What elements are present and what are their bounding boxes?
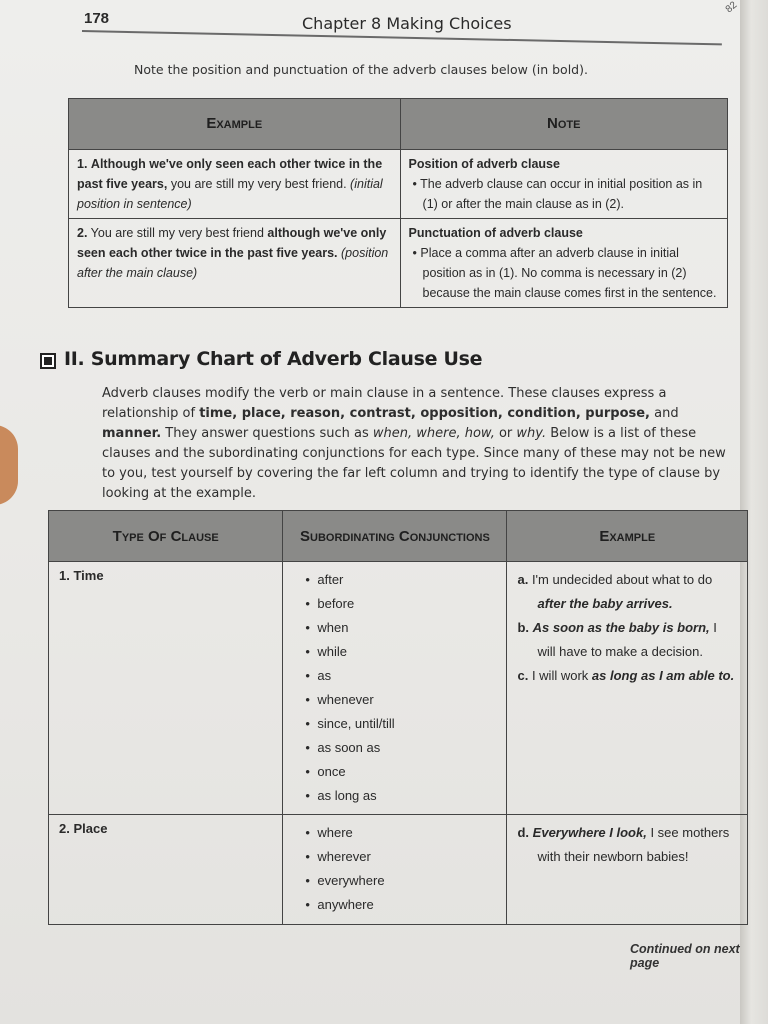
header-conjunctions: Subordinating Conjunctions xyxy=(283,511,507,562)
list-item: • whenever xyxy=(317,688,496,712)
adverb-clause: although we've only seen each other twice in the past five years. xyxy=(77,226,387,260)
example-text: I will work xyxy=(528,668,592,683)
table-row xyxy=(49,815,748,925)
paragraph-italic: when, where, how, xyxy=(372,426,495,441)
list-item: • once xyxy=(317,760,496,784)
conjunction-list xyxy=(293,568,496,808)
example-clause: as long as I am able to. xyxy=(591,668,735,683)
example-label: b. xyxy=(517,620,530,635)
note-body: • Place a comma after an adverb clause in initial position as in (1). No comma is necessary in (2) because the main clause comes first in the sentence. xyxy=(412,246,717,300)
header-example: Example xyxy=(507,511,748,562)
example-clause: Everywhere I look, xyxy=(532,825,647,840)
list-item: • before xyxy=(317,592,496,616)
list-item: • when xyxy=(317,616,496,640)
list-item: • anywhere xyxy=(317,893,496,917)
page-number: 178 xyxy=(84,10,110,27)
paragraph-bold: manner. xyxy=(102,426,162,441)
list-item: • while xyxy=(317,640,496,664)
paragraph-text: and xyxy=(650,406,679,421)
example-clause: As soon as the baby is born, xyxy=(532,620,710,635)
paragraph-text: Adverb clauses modify the verb or main clause in a sentence. These clauses express a relationship of xyxy=(102,386,667,421)
header-type: Type Of Clause xyxy=(49,511,283,562)
main-clause: you are still my very best friend. xyxy=(167,177,351,191)
table-row xyxy=(69,150,728,219)
section-paragraph xyxy=(102,384,734,504)
note-cell xyxy=(400,150,727,219)
list-item: • after xyxy=(317,568,496,592)
example-label: d. xyxy=(517,825,530,840)
example-comment: (initial position in sentence) xyxy=(77,177,383,211)
clause-type: 1. Time xyxy=(49,562,283,815)
examples-cell xyxy=(507,562,748,815)
examples-cell xyxy=(507,815,748,925)
paragraph-text: or xyxy=(494,426,517,441)
example-item xyxy=(517,664,737,688)
example-number: 2. xyxy=(77,226,88,240)
intro-note: Note the position and punctuation of the adverb clauses below (in bold). xyxy=(134,62,588,77)
conjunction-list xyxy=(293,821,496,917)
adverb-clause-summary-table xyxy=(48,510,748,925)
example-cell xyxy=(69,150,401,219)
example-number: 1. xyxy=(77,157,88,171)
list-item: • as long as xyxy=(317,784,496,808)
example-item xyxy=(517,616,737,664)
section-bullet-icon xyxy=(40,353,56,369)
chapter-title: Chapter 8 Making Choices xyxy=(302,14,512,33)
table-header-row xyxy=(49,511,748,562)
example-cell xyxy=(69,219,401,308)
conjunctions-cell xyxy=(283,562,507,815)
table-row xyxy=(69,219,728,308)
continued-note: Continued on next page xyxy=(630,942,740,970)
adverb-clause: Although we've only seen each other twice in the past five years, xyxy=(77,157,383,191)
list-item: • as soon as xyxy=(317,736,496,760)
header-example: Example xyxy=(69,99,401,150)
paragraph-bold: time, place, reason, contrast, opposition, condition, purpose, xyxy=(199,406,650,421)
example-comment: (position after the main clause) xyxy=(77,246,389,280)
list-item: • everywhere xyxy=(317,869,496,893)
example-text: I will have to make a decision. xyxy=(537,620,717,659)
example-label: a. xyxy=(517,572,529,587)
corner-mark: 82 xyxy=(723,0,740,16)
note-heading: Punctuation of adverb clause xyxy=(408,226,583,240)
paragraph-text: Below is a list of these clauses and the subordinating conjunctions for each type. Since many of these may not be new to you, test yourself by covering the far left column and trying to identify the type of clause by looking at the example. xyxy=(102,426,726,501)
position-punctuation-table xyxy=(68,98,728,308)
paragraph-italic: why. xyxy=(516,426,547,441)
example-item xyxy=(517,821,737,869)
note-cell xyxy=(400,219,727,308)
example-item xyxy=(517,568,737,616)
example-text: I'm undecided about what to do xyxy=(528,572,713,587)
conjunctions-cell xyxy=(283,815,507,925)
example-clause: after the baby arrives. xyxy=(537,596,673,611)
paragraph-text: They answer questions such as xyxy=(161,426,373,441)
main-clause: You are still my very best friend xyxy=(87,226,268,240)
table-row xyxy=(49,562,748,815)
note-body: • The adverb clause can occur in initial position as in (1) or after the main clause as in (2). xyxy=(412,177,703,211)
header-note: Note xyxy=(400,99,727,150)
note-heading: Position of adverb clause xyxy=(408,157,560,171)
list-item: • since, until/till xyxy=(317,712,496,736)
list-item: • wherever xyxy=(317,845,496,869)
clause-type: 2. Place xyxy=(49,815,283,925)
table-header-row xyxy=(69,99,728,150)
example-text: I see mothers with their newborn babies! xyxy=(537,825,730,864)
example-label: c. xyxy=(517,668,529,683)
list-item: • where xyxy=(317,821,496,845)
list-item: • as xyxy=(317,664,496,688)
section-title: II. Summary Chart of Adverb Clause Use xyxy=(64,348,483,370)
